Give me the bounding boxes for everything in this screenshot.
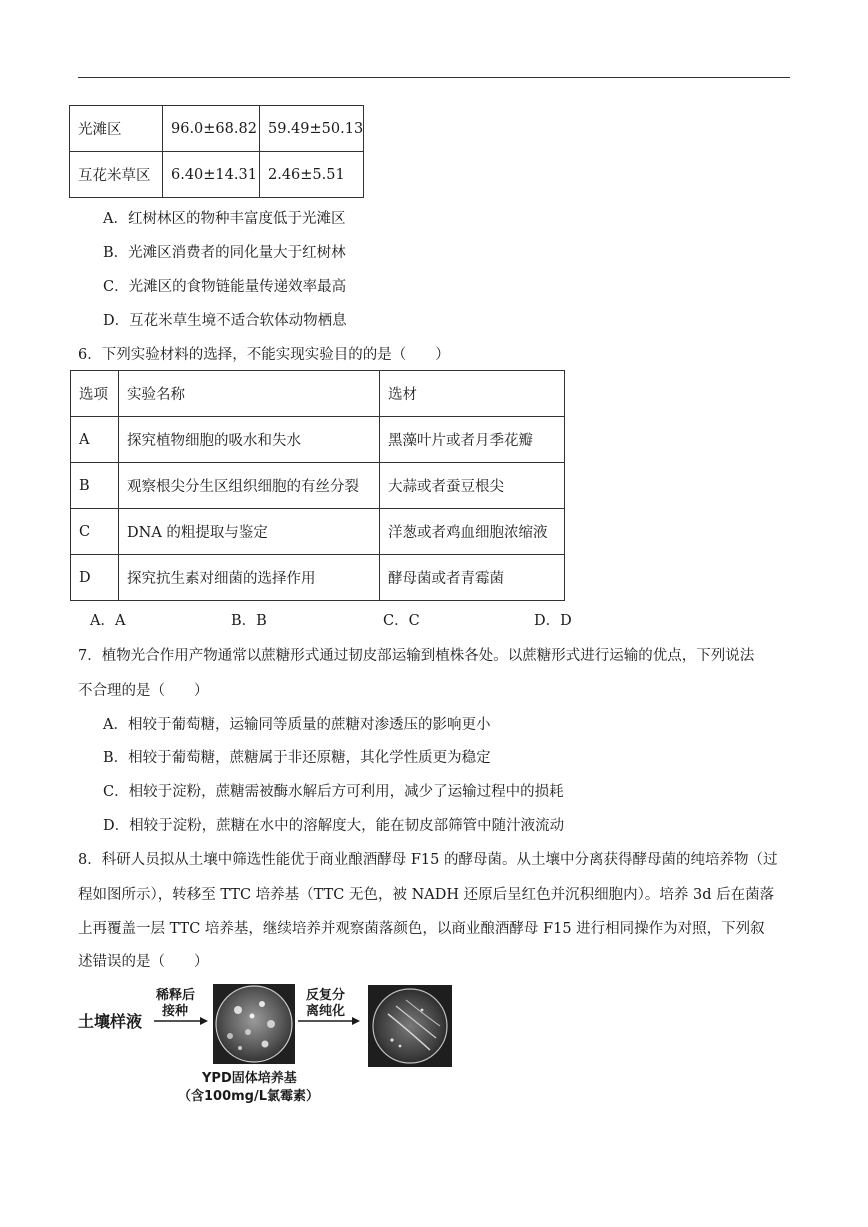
table-cell: 观察根尖分生区组织细胞的有丝分裂 bbox=[119, 463, 380, 509]
arrow2-label-line1: 反复分 bbox=[306, 988, 346, 1003]
header-rule bbox=[78, 77, 790, 78]
arrow2-label-line2: 离纯化 bbox=[306, 1004, 346, 1019]
table-cell: 互花米草区 bbox=[70, 152, 163, 198]
table-cell: 探究抗生素对细菌的选择作用 bbox=[119, 555, 380, 601]
habitat-table bbox=[69, 105, 364, 198]
q6-stem: 6．下列实验材料的选择，不能实现实验目的的是（ ） bbox=[78, 347, 450, 363]
table-row bbox=[71, 555, 565, 601]
q7-stem-line1: 7．植物光合作用产物通常以蔗糖形式通过韧皮部运输到植株各处。以蔗糖形式进行运输的优点，下列说法 bbox=[78, 648, 755, 664]
table-cell: A bbox=[71, 417, 119, 463]
table-cell: 96.0±68.82 bbox=[163, 106, 260, 152]
q5-option-c: C．光滩区的食物链能量传递效率最高 bbox=[103, 279, 347, 295]
arrow1-label-line2: 接种 bbox=[162, 1004, 189, 1019]
arrow1-label-line1: 稀释后 bbox=[156, 988, 196, 1003]
plate-caption-line1: YPD固体培养基 bbox=[202, 1071, 297, 1086]
table-row bbox=[71, 463, 565, 509]
table-cell: 洋葱或者鸡血细胞浓缩液 bbox=[380, 509, 565, 555]
table-cell: 酵母菌或者青霉菌 bbox=[380, 555, 565, 601]
plate-caption-line2: （含100mg/L氯霉素） bbox=[178, 1089, 320, 1104]
table-header-row bbox=[71, 371, 565, 417]
table-row bbox=[70, 106, 364, 152]
q5-option-a: A．红树林区的物种丰富度低于光滩区 bbox=[103, 211, 346, 227]
purified-plate-image bbox=[368, 985, 452, 1067]
q6-choice-b: B．B bbox=[231, 613, 267, 629]
table-cell: DNA 的粗提取与鉴定 bbox=[119, 509, 380, 555]
q7-option-c: C．相较于淀粉，蔗糖需被酶水解后方可利用，减少了运输过程中的损耗 bbox=[103, 784, 564, 800]
q5-option-b: B．光滩区消费者的同化量大于红树林 bbox=[103, 245, 346, 261]
table-row bbox=[71, 509, 565, 555]
q6-choice-d: D．D bbox=[534, 613, 572, 629]
column-header: 选项 bbox=[71, 371, 119, 417]
table-cell: 光滩区 bbox=[70, 106, 163, 152]
table-cell: D bbox=[71, 555, 119, 601]
q8-stem-line4: 述错误的是（ ） bbox=[78, 954, 209, 970]
q5-option-d: D．互花米草生境不适合软体动物栖息 bbox=[103, 313, 347, 329]
table-cell: 黑藻叶片或者月季花瓣 bbox=[380, 417, 565, 463]
q7-option-a: A．相较于葡萄糖，运输同等质量的蔗糖对渗透压的影响更小 bbox=[103, 717, 491, 733]
experiment-table bbox=[70, 370, 565, 601]
q8-stem-line2: 程如图所示），转移至 TTC 培养基（TTC 无色，被 NADH 还原后呈红色并沉积细胞内）。培养 3d 后在菌落 bbox=[78, 887, 775, 903]
table-cell: 6.40±14.31 bbox=[163, 152, 260, 198]
table-cell: 2.46±5.51 bbox=[260, 152, 364, 198]
table-row bbox=[70, 152, 364, 198]
q6-choice-c: C．C bbox=[383, 613, 420, 629]
table-cell: 探究植物细胞的吸水和失水 bbox=[119, 417, 380, 463]
q7-stem-line2: 不合理的是（ ） bbox=[78, 683, 209, 699]
column-header: 选材 bbox=[380, 371, 565, 417]
table-row bbox=[71, 417, 565, 463]
yeast-isolation-diagram bbox=[70, 980, 470, 1110]
table-cell: B bbox=[71, 463, 119, 509]
q7-option-b: B．相较于葡萄糖，蔗糖属于非还原糖，其化学性质更为稳定 bbox=[103, 750, 491, 766]
soil-sample-label: 土壤样液 bbox=[78, 1012, 143, 1031]
table-cell: 大蒜或者蚕豆根尖 bbox=[380, 463, 565, 509]
column-header: 实验名称 bbox=[119, 371, 380, 417]
q8-stem-line1: 8．科研人员拟从土壤中筛选性能优于商业酿酒酵母 F15 的酵母菌。从土壤中分离获得酵母菌的纯培养物（过 bbox=[78, 852, 778, 868]
table-cell: C bbox=[71, 509, 119, 555]
ypd-plate-image bbox=[213, 984, 295, 1064]
q8-stem-line3: 上再覆盖一层 TTC 培养基，继续培养并观察菌落颜色，以商业酿酒酵母 F15 进行相同操作为对照，下列叙 bbox=[78, 921, 765, 937]
q6-choice-a: A．A bbox=[90, 613, 126, 629]
table-cell: 59.49±50.13 bbox=[260, 106, 364, 152]
q7-option-d: D．相较于淀粉，蔗糖在水中的溶解度大，能在韧皮部筛管中随汁液流动 bbox=[103, 818, 565, 834]
